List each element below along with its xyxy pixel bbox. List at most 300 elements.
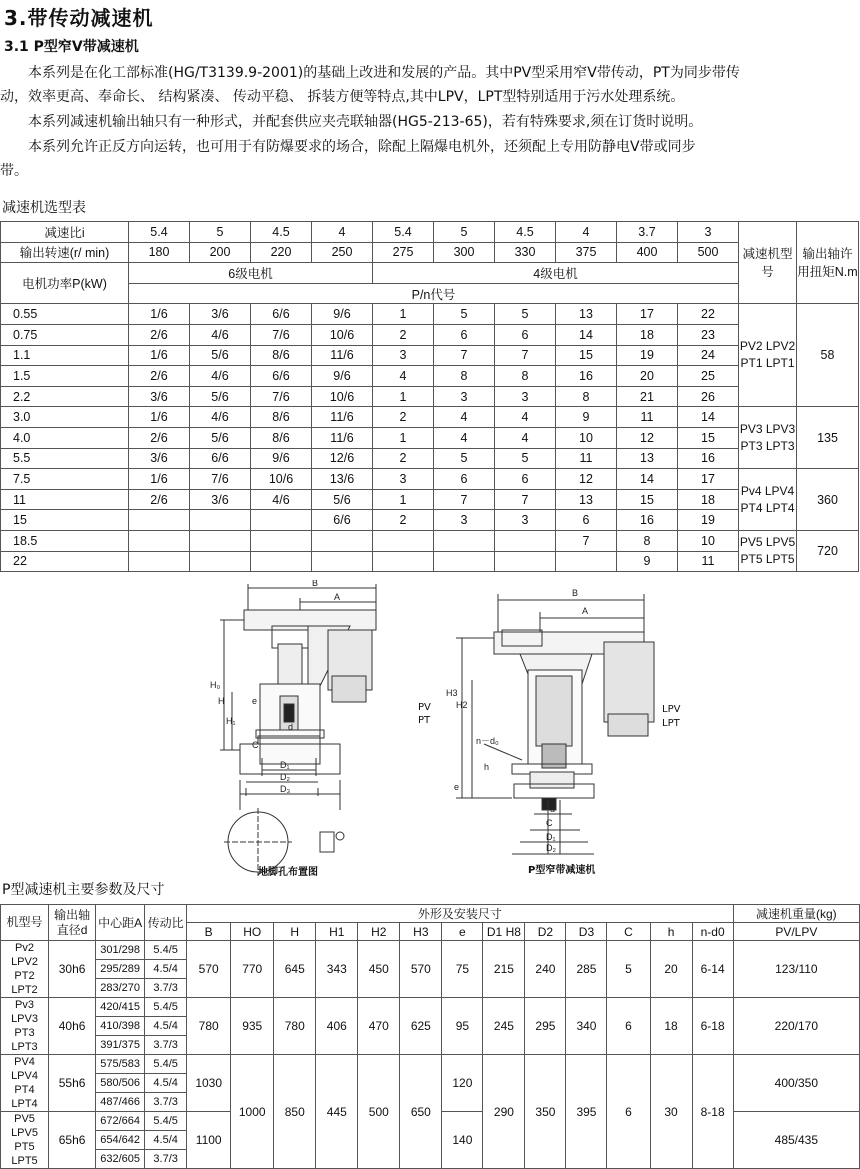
pn-code-cell: 4 <box>434 427 495 448</box>
pn-code-cell: 23 <box>678 324 739 345</box>
center-distance-cell: 580/506 <box>96 1074 145 1093</box>
pn-code-cell: 11/6 <box>312 427 373 448</box>
ratio-cell: 4.5/4 <box>145 1131 187 1150</box>
center-distance-cell: 632/605 <box>96 1150 145 1169</box>
speed-cell: 500 <box>678 242 739 263</box>
pn-code-cell <box>251 530 312 551</box>
pn-code-cell <box>129 551 190 572</box>
six-pole-group: 6级电机 <box>129 263 373 284</box>
pn-code-cell: 11 <box>556 448 617 469</box>
selection-row <box>1 448 859 469</box>
pn-code-cell <box>373 530 434 551</box>
power-cell: 1.5 <box>1 366 129 387</box>
selection-row <box>1 345 859 366</box>
pn-code-cell: 3 <box>434 386 495 407</box>
pn-code-cell: 4 <box>434 407 495 428</box>
pn-code-cell: 9 <box>617 551 678 572</box>
pn-code-cell: 8 <box>434 366 495 387</box>
pn-code-cell <box>434 551 495 572</box>
dim-d1-label: D₁ <box>280 760 290 770</box>
pn-code-cell: 6/6 <box>251 304 312 325</box>
dim-col-header: D2 <box>525 923 566 941</box>
pn-code-cell: 12/6 <box>312 448 373 469</box>
pn-code-cell <box>251 551 312 572</box>
pn-code-cell: 10/6 <box>251 469 312 490</box>
pn-code-cell <box>556 551 617 572</box>
intro-paragraph-line1: 本系列是在化工部标准(HG/T3139.9-2001)的基础上改进和发展的产品。其中PV型采用窄V带传动，PT为同步带传 <box>0 65 740 81</box>
pn-code-cell: 11 <box>678 551 739 572</box>
dim-shared-cell: 350 <box>525 1055 566 1169</box>
dim-cell: 935 <box>231 998 274 1055</box>
dim-cell: 5 <box>607 941 650 998</box>
pn-code-cell: 6 <box>434 324 495 345</box>
model-group-cell <box>739 407 797 469</box>
center-distance-cell: 295/289 <box>96 960 145 979</box>
pn-code-cell: 1/6 <box>129 407 190 428</box>
pv-label: PV <box>418 702 431 713</box>
weight-cell: 123/110 <box>733 941 859 998</box>
dim-b-label-right: B <box>572 588 579 598</box>
pn-code-cell: 8/6 <box>251 427 312 448</box>
lpv-label: LPV <box>662 704 681 715</box>
selection-row <box>1 407 859 428</box>
power-cell: 11 <box>1 489 129 510</box>
torque-header: 输出轴许用扭矩N.m <box>797 222 859 304</box>
dim-col-header: h <box>650 923 692 941</box>
pn-code-cell: 8 <box>556 386 617 407</box>
model-cell <box>1 998 49 1055</box>
param-row <box>1 941 860 960</box>
dim-h0-label: H₀ <box>210 680 221 690</box>
pn-code-cell: 4/6 <box>190 366 251 387</box>
pn-code-cell: 7 <box>434 345 495 366</box>
dim-col-header: H3 <box>400 923 442 941</box>
dim-e-label-right: e <box>454 782 460 792</box>
pn-code-cell: 13 <box>556 489 617 510</box>
pn-code-cell: 26 <box>678 386 739 407</box>
four-pole-group: 4级电机 <box>373 263 739 284</box>
dim-shared-cell: 290 <box>483 1055 525 1169</box>
pn-code-cell: 8 <box>495 366 556 387</box>
pn-code-cell: 3 <box>434 510 495 531</box>
ratio-cell: 3.7 <box>617 222 678 243</box>
selection-row <box>1 324 859 345</box>
ratio-col-header: 传动比 <box>145 905 187 941</box>
pn-code-cell: 2/6 <box>129 324 190 345</box>
dim-cell: 340 <box>566 998 607 1055</box>
dim-cell: 75 <box>442 941 483 998</box>
dim-cell: 570 <box>187 941 231 998</box>
center-distance-cell: 575/583 <box>96 1055 145 1074</box>
pn-code-cell: 5/6 <box>190 427 251 448</box>
ratio-cell: 4.5/4 <box>145 1074 187 1093</box>
pn-code-cell: 1 <box>373 427 434 448</box>
dim-cell: 20 <box>650 941 692 998</box>
pn-code-cell: 6/6 <box>190 448 251 469</box>
pn-code-cell: 3/6 <box>129 448 190 469</box>
dim-col-header: D3 <box>566 923 607 941</box>
center-distance-cell: 487/466 <box>96 1093 145 1112</box>
model-line: Pv4 LPV4 <box>740 483 795 498</box>
pn-code-cell <box>190 551 251 572</box>
pn-code-cell: 2 <box>373 448 434 469</box>
pn-code-cell <box>129 530 190 551</box>
pn-code-cell <box>495 551 556 572</box>
dim-cell: 625 <box>400 998 442 1055</box>
selection-row <box>1 386 859 407</box>
speed-cell: 400 <box>617 242 678 263</box>
power-cell: 2.2 <box>1 386 129 407</box>
model-col-header: 机型号 <box>1 905 49 941</box>
model-group-cell <box>739 469 797 531</box>
speed-cell: 180 <box>129 242 190 263</box>
pn-code-cell: 16 <box>678 448 739 469</box>
ratio-label: 减速比i <box>1 222 129 243</box>
selection-row <box>1 551 859 572</box>
dim-cell: 780 <box>187 998 231 1055</box>
dim-e-cell: 120 <box>442 1055 483 1112</box>
pn-code-cell: 1 <box>373 489 434 510</box>
pn-code-cell: 4 <box>495 427 556 448</box>
center-distance-cell: 391/375 <box>96 1036 145 1055</box>
pn-code-cell: 4/6 <box>190 324 251 345</box>
pn-code-cell: 25 <box>678 366 739 387</box>
model-line: PT1 LPT1 <box>740 356 795 371</box>
pn-code-cell: 10 <box>556 427 617 448</box>
pn-code-cell: 5 <box>434 448 495 469</box>
model-line: PT2 LPT2 <box>11 970 38 996</box>
dim-b-cell: 1030 <box>187 1055 231 1112</box>
pn-code-cell <box>373 551 434 572</box>
ratio-cell: 4 <box>556 222 617 243</box>
shaft-cell: 30h6 <box>49 941 96 998</box>
dim-col-header: B <box>187 923 231 941</box>
center-distance-cell: 672/664 <box>96 1112 145 1131</box>
pn-code-cell: 2/6 <box>129 427 190 448</box>
dim-e-label: e <box>252 696 258 706</box>
ratio-cell: 4 <box>312 222 373 243</box>
ratio-cell: 3 <box>678 222 739 243</box>
pn-code-cell: 9 <box>556 407 617 428</box>
pn-code-cell: 1 <box>373 304 434 325</box>
pn-code-cell: 4/6 <box>251 489 312 510</box>
pn-code-cell: 9/6 <box>312 304 373 325</box>
dim-shared-cell: 650 <box>400 1055 442 1169</box>
pn-code-label: P/n代号 <box>129 283 739 304</box>
dim-col-header: n-d0 <box>692 923 733 941</box>
dim-cell: 406 <box>316 998 358 1055</box>
selection-row <box>1 366 859 387</box>
pn-code-cell: 11/6 <box>312 407 373 428</box>
dim-cell: 285 <box>566 941 607 998</box>
intro-paragraph-line2: 动，效率更高、奉命长、 结构紧凑、 传动平稳、 拆装方便等特点,其中LPV，LPT型特别适用于污水处理系统。 <box>0 89 685 105</box>
dim-cell: 570 <box>400 941 442 998</box>
selection-table-caption: 减速机选型表 <box>2 200 86 216</box>
pn-code-cell: 18 <box>617 324 678 345</box>
center-distance-cell: 654/642 <box>96 1131 145 1150</box>
pn-code-cell: 8/6 <box>251 345 312 366</box>
drawing-caption: P型窄带减速机 <box>528 865 596 876</box>
selection-row <box>1 530 859 551</box>
model-group-cell <box>739 530 797 571</box>
ratio-cell: 3.7/3 <box>145 1150 187 1169</box>
dim-a-label-right: A <box>582 606 589 616</box>
power-cell: 7.5 <box>1 469 129 490</box>
pn-code-cell: 5/6 <box>190 386 251 407</box>
speed-cell: 375 <box>556 242 617 263</box>
dim-shared-cell: 850 <box>274 1055 316 1169</box>
dim-h-label: H <box>218 696 225 706</box>
power-cell: 0.55 <box>1 304 129 325</box>
pn-code-cell: 5 <box>495 304 556 325</box>
param-row <box>1 1055 860 1074</box>
dim-cell: 6-14 <box>692 941 733 998</box>
power-cell: 22 <box>1 551 129 572</box>
pn-code-cell: 16 <box>556 366 617 387</box>
dim-shared-cell: 1000 <box>231 1055 274 1169</box>
pn-code-cell: 14 <box>617 469 678 490</box>
shaft-cell: 40h6 <box>49 998 96 1055</box>
pn-code-cell: 13 <box>556 304 617 325</box>
ratio-cell: 3.7/3 <box>145 1036 187 1055</box>
dim-d-label-right: d <box>550 804 556 814</box>
dim-cell: 245 <box>483 998 525 1055</box>
speed-cell: 220 <box>251 242 312 263</box>
dim-cell: 780 <box>274 998 316 1055</box>
pn-code-cell: 21 <box>617 386 678 407</box>
model-line: PV4 LPV4 <box>11 1056 38 1082</box>
dim-cell: 240 <box>525 941 566 998</box>
ratio-cell: 5 <box>434 222 495 243</box>
dim-shared-cell: 395 <box>566 1055 607 1169</box>
pn-code-cell <box>495 530 556 551</box>
pt-label: PT <box>418 715 431 726</box>
pn-code-cell: 17 <box>678 469 739 490</box>
ratio-cell: 5.4/5 <box>145 1055 187 1074</box>
dim-cell: 95 <box>442 998 483 1055</box>
pn-code-cell <box>129 510 190 531</box>
ratio-cell: 3.7/3 <box>145 979 187 998</box>
power-cell: 5.5 <box>1 448 129 469</box>
pn-code-cell: 7 <box>495 345 556 366</box>
pn-code-cell: 7 <box>556 530 617 551</box>
ratio-cell: 3.7/3 <box>145 1093 187 1112</box>
dim-a-label: A <box>334 592 341 602</box>
dim-d3-label: D₃ <box>280 784 291 794</box>
model-cell <box>1 941 49 998</box>
rotation-paragraph-line2: 带。 <box>0 163 28 179</box>
param-row <box>1 998 860 1017</box>
pn-code-cell: 4/6 <box>190 407 251 428</box>
shaft-col-header: 输出轴直径d <box>49 905 96 941</box>
dim-cell: 295 <box>525 998 566 1055</box>
pn-code-cell: 4 <box>495 407 556 428</box>
dim-d1-label-right: D₁ <box>546 832 556 842</box>
param-table-caption: P型减速机主要参数及尺寸 <box>2 882 165 898</box>
torque-cell: 720 <box>797 530 859 571</box>
weight-col-header: 减速机重量(kg) <box>733 905 859 923</box>
dim-col-header: H <box>274 923 316 941</box>
pn-code-cell: 7 <box>495 489 556 510</box>
dim-c-label: C <box>252 740 259 750</box>
dim-h-label-right: h <box>484 762 490 772</box>
dim-col-header: H2 <box>358 923 400 941</box>
pn-code-cell: 3 <box>373 469 434 490</box>
dim-cell: 343 <box>316 941 358 998</box>
pn-code-cell: 1 <box>373 386 434 407</box>
lpt-label: LPT <box>662 718 680 729</box>
pn-code-cell: 6 <box>495 469 556 490</box>
pn-code-cell: 7 <box>434 489 495 510</box>
power-cell: 4.0 <box>1 427 129 448</box>
pn-code-cell: 8 <box>617 530 678 551</box>
pn-code-cell: 2/6 <box>129 366 190 387</box>
pn-code-cell: 3 <box>495 510 556 531</box>
model-header: 减速机型号 <box>739 222 797 304</box>
lpv-lpt-drawing <box>432 584 662 860</box>
dim-shared-cell: 8-18 <box>692 1055 733 1169</box>
pn-code-cell: 12 <box>617 427 678 448</box>
model-line: PV3 LPV3 <box>739 421 796 436</box>
speed-cell: 330 <box>495 242 556 263</box>
model-line: PV2 LPV2 <box>739 339 796 354</box>
model-line: PT5 LPT5 <box>11 1141 38 1167</box>
pn-code-cell: 1/6 <box>129 345 190 366</box>
section-heading: 3.带传动减速机 <box>4 6 154 30</box>
model-cell <box>1 1055 49 1112</box>
dim-cell: 470 <box>358 998 400 1055</box>
shaft-paragraph: 本系列减速机输出轴只有一种形式，并配套供应夹壳联轴器(HG5-213-65)，若有特殊要求,须在订货时说明。 <box>0 114 703 130</box>
model-line: PT5 LPT5 <box>740 552 795 566</box>
pn-code-cell: 16 <box>617 510 678 531</box>
center-distance-cell: 410/398 <box>96 1017 145 1036</box>
selection-row <box>1 427 859 448</box>
pn-code-cell: 14 <box>556 324 617 345</box>
pn-code-cell: 17 <box>617 304 678 325</box>
ratio-cell: 5.4/5 <box>145 941 187 960</box>
pn-code-cell: 4 <box>373 366 434 387</box>
speed-cell: 300 <box>434 242 495 263</box>
pn-code-cell: 3/6 <box>129 386 190 407</box>
dim-d2-label-right: D₂ <box>546 843 556 853</box>
pn-code-cell <box>434 530 495 551</box>
dim-e-cell: 140 <box>442 1112 483 1169</box>
model-line: PT3 LPT3 <box>11 1027 38 1053</box>
weight-cell: 220/170 <box>733 998 859 1055</box>
model-line: Pv2 LPV2 <box>11 942 38 968</box>
pn-code-cell: 24 <box>678 345 739 366</box>
model-line: PT4 LPT4 <box>740 500 795 515</box>
dim-shared-cell: 445 <box>316 1055 358 1169</box>
power-cell: 15 <box>1 510 129 531</box>
left-drawing <box>200 580 400 880</box>
center-distance-cell: 283/270 <box>96 979 145 998</box>
pn-code-cell: 15 <box>556 345 617 366</box>
selection-row <box>1 304 859 325</box>
pn-code-cell: 18 <box>678 489 739 510</box>
pn-code-cell: 6/6 <box>312 510 373 531</box>
selection-row <box>1 489 859 510</box>
dim-col-header: H1 <box>316 923 358 941</box>
ratio-cell: 5 <box>190 222 251 243</box>
dim-h1-label: H₁ <box>226 716 236 726</box>
rotation-paragraph-line1: 本系列允许正反方向运转，也可用于有防爆要求的场合，除配上隔爆电机外，还须配上专用防静电V带或同步 <box>0 139 696 155</box>
pn-code-cell: 10/6 <box>312 324 373 345</box>
shaft-cell: 55h6 <box>49 1055 96 1112</box>
pn-code-cell: 7/6 <box>190 469 251 490</box>
dim-shared-cell: 30 <box>650 1055 692 1169</box>
right-drawing <box>432 584 662 860</box>
model-line: PT3 LPT3 <box>740 438 795 453</box>
pn-code-cell <box>312 530 373 551</box>
pn-code-cell: 20 <box>617 366 678 387</box>
model-cell <box>1 1112 49 1169</box>
pn-code-cell: 15 <box>678 427 739 448</box>
pn-code-cell: 6 <box>495 324 556 345</box>
dim-cell: 450 <box>358 941 400 998</box>
ratio-cell: 4.5/4 <box>145 960 187 979</box>
power-cell: 18.5 <box>1 530 129 551</box>
dim-cell: 18 <box>650 998 692 1055</box>
dim-cell: 6-18 <box>692 998 733 1055</box>
pn-code-cell: 1/6 <box>129 469 190 490</box>
pn-code-cell: 14 <box>678 407 739 428</box>
dim-cell: 645 <box>274 941 316 998</box>
pn-code-cell: 1/6 <box>129 304 190 325</box>
dims-group-header: 外形及安装尺寸 <box>187 905 734 923</box>
dim-col-header: HO <box>231 923 274 941</box>
dim-col-header: C <box>607 923 650 941</box>
pn-code-cell: 5 <box>495 448 556 469</box>
pn-code-cell: 15 <box>617 489 678 510</box>
pn-code-cell: 2 <box>373 324 434 345</box>
pn-code-cell: 3 <box>495 386 556 407</box>
subsection-heading: 3.1 P型窄V带减速机 <box>4 39 139 55</box>
selection-table <box>0 221 859 572</box>
parameter-table <box>0 904 860 1169</box>
power-cell: 3.0 <box>1 407 129 428</box>
pn-code-cell: 11 <box>617 407 678 428</box>
pn-code-cell <box>190 530 251 551</box>
pn-code-cell: 10/6 <box>312 386 373 407</box>
pn-code-cell: 12 <box>556 469 617 490</box>
power-label: 电机功率P(kW) <box>1 263 129 304</box>
pn-code-cell: 7/6 <box>251 324 312 345</box>
pn-code-cell: 2 <box>373 510 434 531</box>
speed-cell: 275 <box>373 242 434 263</box>
dim-n-d0-label: n－d₀ <box>476 736 499 746</box>
pn-code-cell <box>251 510 312 531</box>
pn-code-cell: 3 <box>373 345 434 366</box>
center-distance-cell: 420/415 <box>96 998 145 1017</box>
dim-d-label: d <box>288 722 294 732</box>
center-col-header: 中心距A <box>96 905 145 941</box>
dim-col-header: D1 H8 <box>483 923 525 941</box>
dim-d2-label: D₂ <box>280 772 290 782</box>
pn-code-cell: 13/6 <box>312 469 373 490</box>
model-line: Pv3 LPV3 <box>11 999 38 1025</box>
pn-code-cell: 19 <box>617 345 678 366</box>
pn-code-cell: 5 <box>434 304 495 325</box>
dim-col-header: e <box>442 923 483 941</box>
pn-code-cell: 5/6 <box>312 489 373 510</box>
dim-c-label-right: C <box>546 818 553 828</box>
model-line: PV5 LPV5 <box>739 535 796 549</box>
pn-code-cell: 5/6 <box>190 345 251 366</box>
pn-code-cell: 6 <box>434 469 495 490</box>
pn-code-cell: 8/6 <box>251 407 312 428</box>
pn-code-cell: 13 <box>617 448 678 469</box>
